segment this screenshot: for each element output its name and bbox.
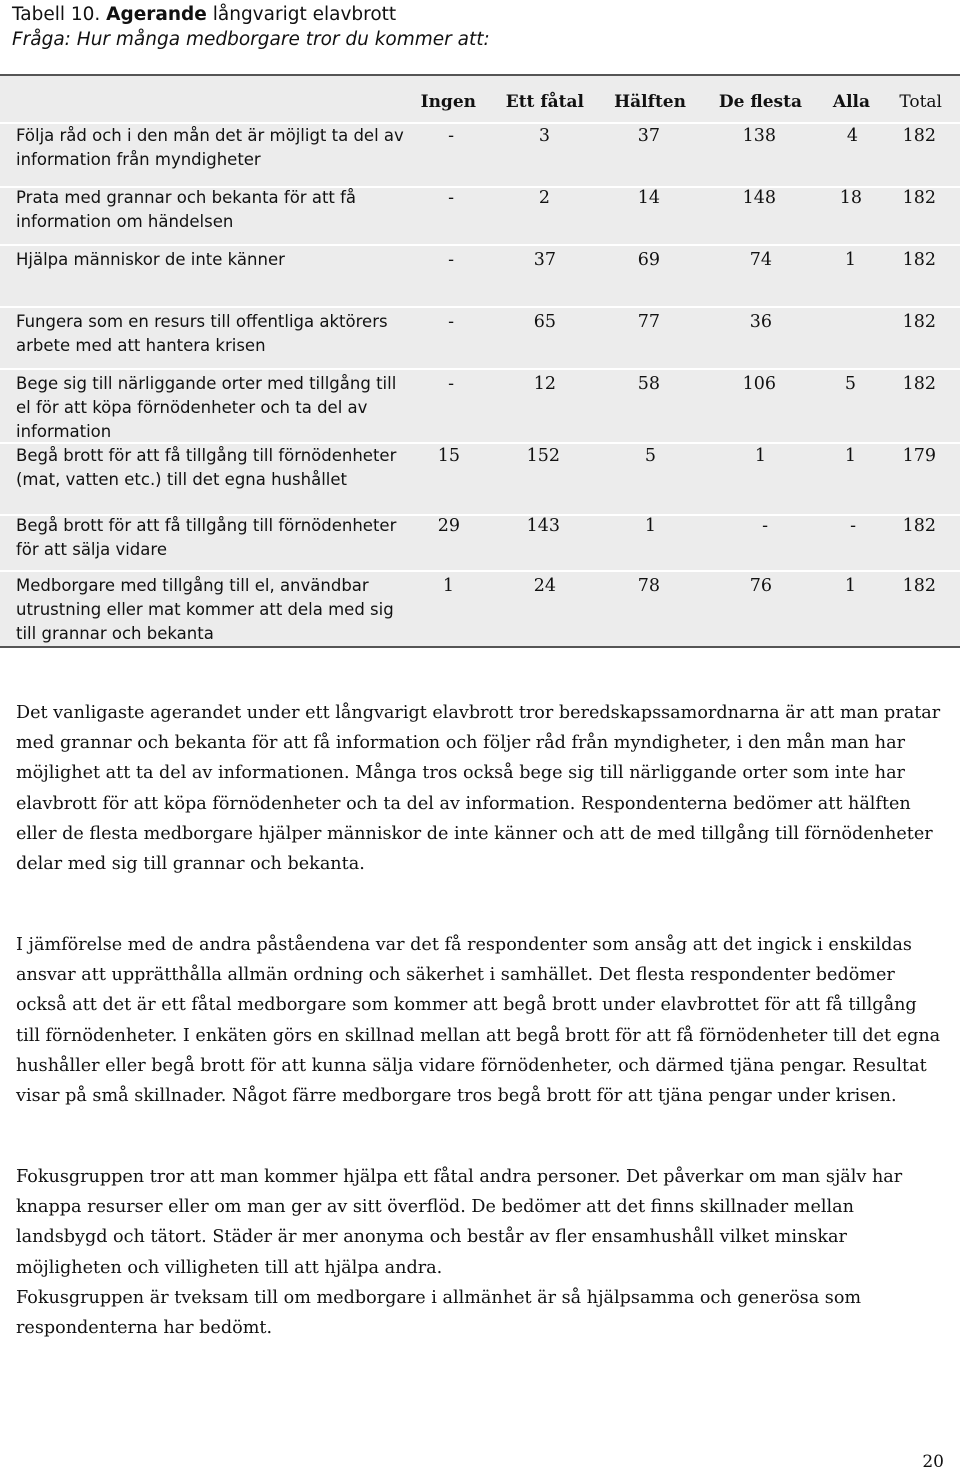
cell-de-flesta: 1 xyxy=(754,446,766,466)
cell-de-flesta: 74 xyxy=(749,250,772,270)
cell-de-flesta: 106 xyxy=(742,374,776,394)
cell-ett-fatal: 143 xyxy=(526,516,560,536)
cell-ingen: - xyxy=(448,250,454,270)
cell-ett-fatal: 2 xyxy=(538,188,550,208)
body-text xyxy=(16,1162,946,1343)
cell-de-flesta: 138 xyxy=(742,126,776,146)
table-caption xyxy=(12,2,490,52)
cell-ingen: 29 xyxy=(437,516,460,536)
row-label: Begå brott för att få tillgång till förnödenheter (mat, vatten etc.) till det egna hushållet xyxy=(16,446,397,489)
table-bottom-rule xyxy=(0,646,960,648)
caption-title-rest: långvarigt elavbrott xyxy=(206,4,397,25)
cell-de-flesta: - xyxy=(762,516,768,536)
cell-total: 182 xyxy=(902,374,936,394)
cell-ingen: 1 xyxy=(442,576,454,596)
cell-total: 182 xyxy=(902,312,936,332)
cell-alla: 5 xyxy=(844,374,856,394)
cell-ett-fatal: 37 xyxy=(533,250,556,270)
cell-total: 179 xyxy=(902,446,936,466)
col-header-de-flesta: De flesta xyxy=(718,92,802,112)
caption-title-bold: Agerande xyxy=(106,4,207,25)
row-label: Hjälpa människor de inte känner xyxy=(16,250,285,269)
cell-ett-fatal: 24 xyxy=(533,576,556,596)
cell-total: 182 xyxy=(902,576,936,596)
cell-ett-fatal: 3 xyxy=(538,126,550,146)
cell-ingen: - xyxy=(448,188,454,208)
paragraph: Fokusgruppen tror att man kommer hjälpa ett fåtal andra personer. Det påverkar om man själv har knappa resurser eller om man ger av sitt överflöd. De bedömer att det finns skillnader mellan landsbygd och tätort. Städer är mer anonyma och består av fler ensamhushåll vilket minskar möjligheten och villigheten till att hjälpa andra. xyxy=(16,1167,903,1278)
cell-ingen: - xyxy=(448,374,454,394)
cell-ingen: - xyxy=(448,126,454,146)
paragraph: I jämförelse med de andra påståendena var det få respondenter som ansåg att det ingick i enskildas ansvar att upprätthålla allmän ordning och säkerhet i samhället. Det flesta respondenter bedömer också att det är ett fåtal medborgare som kommer att begå brott under elavbrottet för att få tillgång till förnödenheter. I enkäten görs en skillnad mellan att begå brott för att få förnödenheter till det egna hushåller eller begå brott för att kunna sälja vidare förnödenheter, och därmed tjäna pengar. Resultat visar på små skillnader. Något färre medborgare tros begå brott för att tjäna pengar under krisen. xyxy=(16,935,941,1107)
body-text xyxy=(16,930,946,1111)
survey-table xyxy=(0,74,960,648)
paragraph: Fokusgruppen är tveksam till om medborgare i allmänhet är så hjälpsamma och generösa som respondenterna har bedömt. xyxy=(16,1287,862,1339)
col-header-total: Total xyxy=(899,92,942,112)
cell-halften: 58 xyxy=(637,374,660,394)
cell-halften: 5 xyxy=(644,446,656,466)
cell-halften: 37 xyxy=(637,126,660,146)
col-header-halften: Hälften xyxy=(614,92,686,112)
cell-total: 182 xyxy=(902,126,936,146)
row-divider xyxy=(0,570,960,572)
cell-alla: 4 xyxy=(846,126,858,146)
cell-total: 182 xyxy=(902,188,936,208)
cell-total: 182 xyxy=(902,516,936,536)
row-label: Medborgare med tillgång till el, användbar utrustning eller mat kommer att dela med sig till grannar och bekanta xyxy=(16,576,394,643)
cell-alla: 1 xyxy=(844,576,856,596)
caption-question: Fråga: Hur många medborgare tror du kommer att: xyxy=(12,29,490,50)
cell-ett-fatal: 152 xyxy=(526,446,560,466)
cell-alla: 1 xyxy=(844,250,856,270)
row-divider xyxy=(0,306,960,308)
cell-halften: 14 xyxy=(637,188,660,208)
cell-alla: 18 xyxy=(839,188,862,208)
col-header-alla: Alla xyxy=(832,92,870,112)
cell-halften: 78 xyxy=(637,576,660,596)
col-header-ett-fatal: Ett fåtal xyxy=(505,92,584,112)
table-top-rule xyxy=(0,74,960,76)
row-label: Fungera som en resurs till offentliga aktörers arbete med att hantera krisen xyxy=(16,312,388,355)
row-divider xyxy=(0,368,960,370)
row-label: Begå brott för att få tillgång till förnödenheter för att sälja vidare xyxy=(16,516,397,559)
body-text xyxy=(16,698,946,879)
col-header-ingen: Ingen xyxy=(420,92,476,112)
cell-halften: 1 xyxy=(644,516,656,536)
table-header xyxy=(0,90,960,114)
row-label: Bege sig till närliggande orter med tillgång till el för att köpa förnödenheter och ta del av information xyxy=(16,374,397,441)
page-number: 20 xyxy=(922,1452,944,1472)
cell-total: 182 xyxy=(902,250,936,270)
cell-alla: - xyxy=(850,516,856,536)
cell-ingen: - xyxy=(448,312,454,332)
cell-halften: 69 xyxy=(637,250,660,270)
cell-halften: 77 xyxy=(637,312,660,332)
cell-de-flesta: 76 xyxy=(749,576,772,596)
cell-de-flesta: 148 xyxy=(742,188,776,208)
cell-de-flesta: 36 xyxy=(749,312,772,332)
cell-alla: 1 xyxy=(844,446,856,466)
cell-ingen: 15 xyxy=(437,446,460,466)
row-label: Prata med grannar och bekanta för att få information om händelsen xyxy=(16,188,357,231)
row-label: Följa råd och i den mån det är möjligt ta del av information från myndigheter xyxy=(16,126,404,169)
row-divider xyxy=(0,244,960,246)
caption-prefix: Tabell 10. xyxy=(12,4,107,25)
paragraph: Det vanligaste agerandet under ett långvarigt elavbrott tror beredskapssamordnarna är att man pratar med grannar och bekanta för att få information och följer råd från myndigheter, i den mån man har möjlighet att ta del av informationen. Många tros också bege sig till närliggande orter som inte har elavbrott för att köpa förnödenheter och ta del av information. Respondenterna bedömer att hälften eller de flesta medborgare hjälper människor de inte känner och att de med tillgång till förnödenheter delar med sig till grannar och bekanta. xyxy=(16,703,941,875)
cell-ett-fatal: 12 xyxy=(533,374,556,394)
cell-ett-fatal: 65 xyxy=(533,312,556,332)
